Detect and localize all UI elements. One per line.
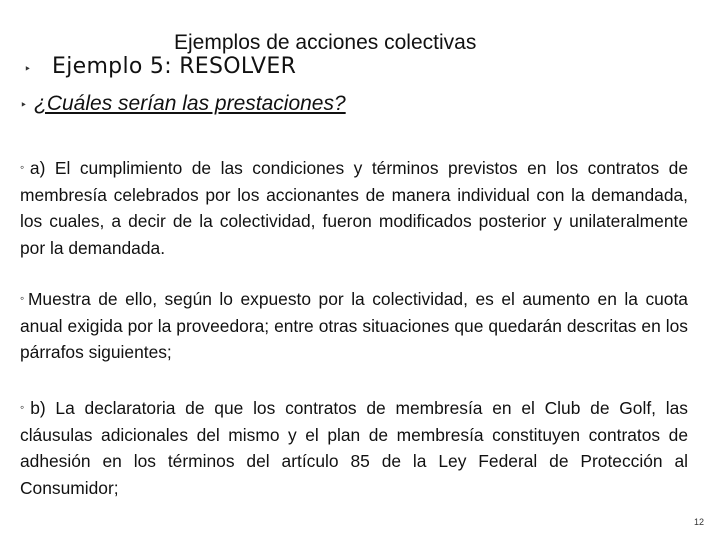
bullet-icon: ‣ (20, 98, 28, 112)
paragraph-evidence-text: Muestra de ello, según lo expuesto por la colectividad, es el aumento en la cuota anual exigida por la proveedora; entre otras situaciones que quedarán descritas en los párrafos siguientes; (20, 289, 688, 362)
question-heading: ¿Cuáles serían las prestaciones? (34, 92, 346, 115)
paragraph-a (20, 154, 688, 261)
slide-title: Ejemplos de acciones colectivas (174, 31, 477, 54)
paragraph-b-text: b) La declaratoria de que los contratos de membresía en el Club de Golf, las cláusulas adicionales del mismo y el plan de membresía constituyen contratos de adhesión en los términos del artículo 85 de la Ley Federal de Protección al Consumidor; (20, 398, 688, 498)
paragraph-a-text: a) El cumplimiento de las condiciones y términos previstos en los contratos de membresía celebrados por los accionantes de manera individual con la demandada, los cuales, a decir de la colectividad, fueron modificados posterior y unilateralmente por la demandada. (20, 158, 688, 258)
sub-bullet-icon: ◦ (20, 291, 27, 305)
slide-subtitle: Ejemplo 5: RESOLVER (52, 54, 297, 79)
paragraph-evidence (20, 285, 688, 366)
page-number: 12 (693, 517, 704, 527)
paragraph-b (20, 394, 688, 501)
bullet-icon: ‣ (24, 62, 32, 76)
sub-bullet-icon: ◦ (20, 400, 30, 414)
sub-bullet-icon: ◦ (20, 160, 29, 174)
